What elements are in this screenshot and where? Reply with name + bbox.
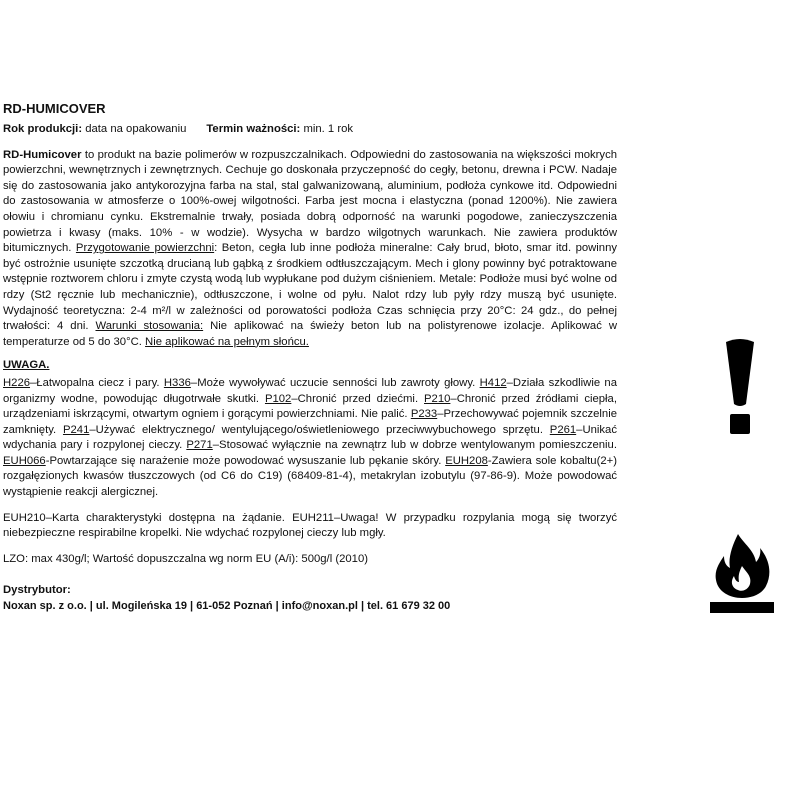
production-label: Rok produkcji: — [3, 123, 83, 135]
hazard-text: -Powtarzające się narażenie może powodować wysuszanie lub pękanie skóry. — [45, 454, 446, 467]
expiry-value: min. 1 rok — [300, 123, 354, 135]
expiry-label: Termin ważności: — [206, 123, 301, 135]
hazard-code: EUH066 — [3, 454, 46, 467]
hazard-code: H412 — [479, 376, 507, 389]
usage-warning: Nie aplikować na pełnym słońcu. — [145, 335, 309, 348]
hazard-code: P261 — [549, 423, 577, 436]
distributor-contact: Noxan sp. z o.o. | ul. Mogileńska 19 | 61-052 Poznań | info@noxan.pl | tel. 61 679 32 00 — [3, 600, 451, 613]
production-meta — [3, 122, 617, 138]
usage-label: Warunki stosowania: — [95, 320, 204, 333]
hazard-text: –Chronić przed źródłami ciepła, urządzeniami iskrzącymi, otwartym ogniem i gorącymi powierzchniami. Nie palić. — [3, 392, 617, 421]
hazard-code: P102 — [264, 392, 292, 405]
description-text: to produkt na bazie polimerów w rozpuszczalnikach. Odpowiedni do zastosowania na większości mokrych powierzchni, wewnętrznych i zewnętrznych. Cechuje go doskonała przyczepność do cegły, betonu, drewna i PCW. Nadaje się do zastosowania jako antykorozyjna farba na stal, stal galwanizowaną, aluminium, podłoża cynkowe itd. Odpowiedni do zastosowania w atmosferze o 100%-owej wilgotności. Farba jest mocna i elastyczna (ponad 1200%). Nie zawiera ołowiu i chromianu cynku. Ekstremalnie trwały, posiada dobrą odporność na warunki pogodowe, zanieczyszczenia powietrza i kwasy (maks. 10% - w wodzie). Wysycha w bardzo wilgotnych warunkach. Nie zawiera produktów bitumicznych. — [3, 148, 617, 255]
exclamation-icon — [718, 338, 762, 438]
hazard-code: EUH208 — [445, 454, 488, 467]
hazard-code: P271 — [186, 439, 213, 452]
hazard-text: –Unikać wdychania pary i rozpylonej cieczy. — [3, 423, 617, 452]
distributor-block — [3, 583, 617, 614]
hazard-text: -Zawiera sole kobaltu(2+) rozgałęzionych kwasów tłuszczowych (od C6 do C19) (68409-81-4), metakrylan izobutylu (97-86-9). Może powodować wystąpienie reakcji alergicznej. — [3, 454, 617, 499]
hazard-code: H226 — [3, 376, 31, 389]
voc-info: LZO: max 430g/l; Wartość dopuszczalna wg norm EU (A/i): 500g/l (2010) — [3, 552, 368, 565]
usage-text: Nie aplikować na świeży beton lub na polistyrenowe izolacje. Aplikować w temperaturze od 5 do 30°C. — [3, 320, 617, 348]
hazard-text: –Chronić przed dziećmi. — [291, 392, 425, 405]
warning-heading: UWAGA. — [3, 359, 50, 372]
hazard-text: –Używać elektrycznego/ wentylującego/oświetleniowego przeciwwybuchowego sprzętu. — [89, 423, 550, 436]
hazard-statements — [3, 376, 617, 501]
production-value: data na opakowaniu — [82, 123, 187, 135]
hazard-text: –Stosować wyłącznie na zewnątrz lub w dobrze wentylowanym pomieszczeniu. — [212, 439, 617, 452]
flame-icon — [708, 530, 776, 616]
hazard-code: P233 — [410, 408, 438, 421]
description-lead: RD-Humicover — [3, 148, 82, 161]
prep-text: : Beton, cegła lub inne podłoża mineralne: Cały brud, błoto, smar itd. powinny być ostrożnie usunięte szczotką drucianą lub gąbką z środkiem odtłuszczającym. Mech i glony powinny być potraktowane wstępnie roztworem chloru i zmyte czystą wodą lub wypłukane pod dużym ciśnieniem. Metale: Podłoże musi być wolne od rdzy (St2 ręcznie lub mechanicznie), odtłuszczone, i wolne od pyłu. Nalot rdzy lub pyły rdzy muszą być usunięte. Wydajność teoretyczna: 2-4 m²/l w zależności od porowatości podłoża Czas schnięcia przy 20°C: 24 gdz., do pełnej trwałości: 4 dni. — [3, 242, 618, 333]
hazard-text: –Może wywoływać uczucie senności lub zawroty głowy. — [190, 376, 480, 389]
product-title: RD-HUMICOVER — [3, 101, 106, 116]
distributor-label: Dystrybutor: — [3, 584, 71, 597]
hazard-text: –Przechowywać pojemnik szczelnie zamknięty. — [3, 408, 617, 436]
hazard-text: –Łatwopalna ciecz i pary. — [30, 376, 164, 389]
euh-statements: EUH210–Karta charakterystyki dostępna na żądanie. EUH211–Uwaga! W przypadku rozpylania mogą się tworzyć niebezpieczne respirabilne kropelki. Nie wdychać rozpylonej cieczy lub mgły. — [3, 511, 617, 540]
description-paragraph — [3, 148, 617, 351]
hazard-code: H336 — [163, 376, 191, 389]
prep-label: Przygotowanie powierzchni — [75, 242, 215, 255]
hazard-code: P241 — [62, 423, 90, 436]
hazard-text: –Działa szkodliwie na organizmy wodne, powodując długotrwałe skutki. — [3, 376, 618, 405]
hazard-code: P210 — [424, 392, 451, 405]
document — [3, 100, 617, 615]
